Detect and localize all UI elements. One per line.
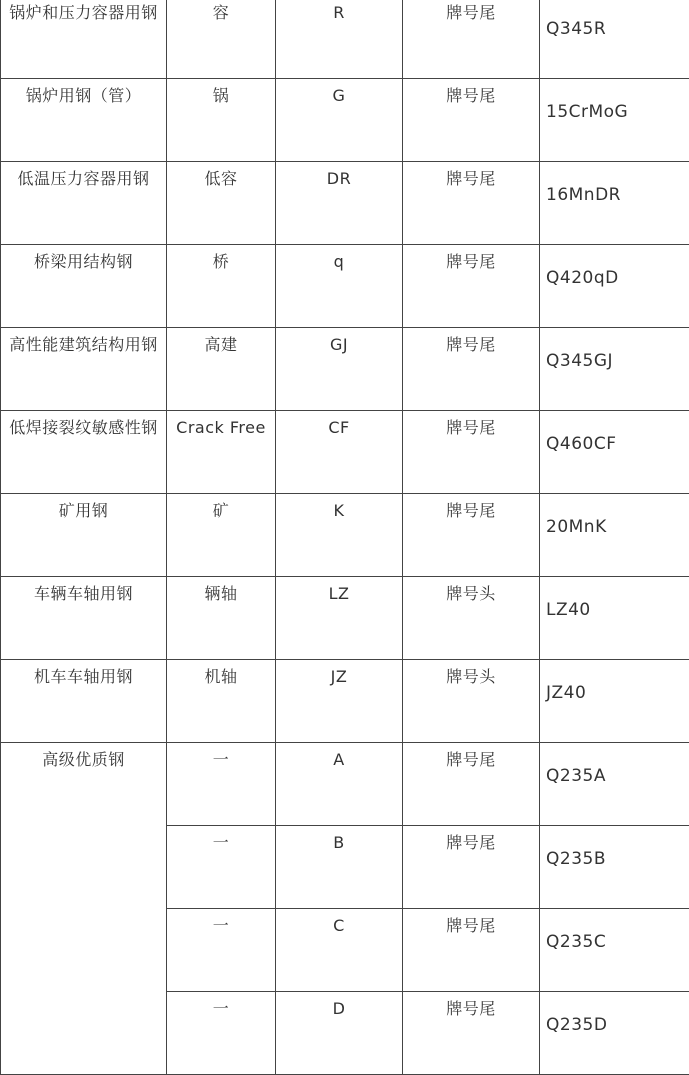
- position-cell: 牌号尾: [403, 245, 540, 328]
- steel-name-cell: 低温压力容器用钢: [1, 162, 167, 245]
- abbreviation-cell: 一: [167, 743, 276, 826]
- abbreviation-cell: Crack Free: [167, 411, 276, 494]
- position-cell: 牌号尾: [403, 79, 540, 162]
- symbol-cell: A: [276, 743, 403, 826]
- example-cell: 15CrMoG: [540, 79, 689, 162]
- example-cell: 16MnDR: [540, 162, 689, 245]
- abbreviation-cell: 低容: [167, 162, 276, 245]
- abbreviation-cell: 辆轴: [167, 577, 276, 660]
- table-row: [1, 494, 689, 577]
- example-cell: Q460CF: [540, 411, 689, 494]
- position-cell: 牌号尾: [403, 0, 540, 79]
- symbol-cell: K: [276, 494, 403, 577]
- abbreviation-cell: 锅: [167, 79, 276, 162]
- steel-name-cell: 高性能建筑结构用钢: [1, 328, 167, 411]
- example-cell: Q235A: [540, 743, 689, 826]
- abbreviation-cell: 高建: [167, 328, 276, 411]
- abbreviation-cell: 一: [167, 909, 276, 992]
- example-cell: 20MnK: [540, 494, 689, 577]
- position-cell: 牌号尾: [403, 328, 540, 411]
- position-cell: 牌号尾: [403, 909, 540, 992]
- steel-name-cell: 锅炉用钢（管）: [1, 79, 167, 162]
- table-row: [1, 328, 689, 411]
- steel-name-cell: 低焊接裂纹敏感性钢: [1, 411, 167, 494]
- symbol-cell: R: [276, 0, 403, 79]
- abbreviation-cell: 矿: [167, 494, 276, 577]
- steel-name-cell: 矿用钢: [1, 494, 167, 577]
- example-cell: Q420qD: [540, 245, 689, 328]
- symbol-cell: DR: [276, 162, 403, 245]
- table-row: [1, 245, 689, 328]
- abbreviation-cell: 桥: [167, 245, 276, 328]
- steel-name-cell: 桥梁用结构钢: [1, 245, 167, 328]
- symbol-cell: D: [276, 992, 403, 1075]
- position-cell: 牌号尾: [403, 743, 540, 826]
- position-cell: 牌号头: [403, 577, 540, 660]
- abbreviation-cell: 机轴: [167, 660, 276, 743]
- position-cell: 牌号尾: [403, 162, 540, 245]
- symbol-cell: C: [276, 909, 403, 992]
- symbol-cell: CF: [276, 411, 403, 494]
- position-cell: 牌号尾: [403, 992, 540, 1075]
- example-cell: Q235B: [540, 826, 689, 909]
- steel-name-cell: 车辆车轴用钢: [1, 577, 167, 660]
- abbreviation-cell: 容: [167, 0, 276, 79]
- symbol-cell: G: [276, 79, 403, 162]
- table-row: [1, 0, 689, 79]
- example-cell: Q235D: [540, 992, 689, 1075]
- symbol-cell: GJ: [276, 328, 403, 411]
- steel-name-cell: 机车车轴用钢: [1, 660, 167, 743]
- example-cell: Q235C: [540, 909, 689, 992]
- abbreviation-cell: 一: [167, 826, 276, 909]
- table-row: [1, 577, 689, 660]
- position-cell: 牌号头: [403, 660, 540, 743]
- symbol-cell: LZ: [276, 577, 403, 660]
- symbol-cell: q: [276, 245, 403, 328]
- table-row: [1, 162, 689, 245]
- position-cell: 牌号尾: [403, 826, 540, 909]
- table-row: [1, 411, 689, 494]
- steel-name-cell: 锅炉和压力容器用钢: [1, 0, 167, 79]
- example-cell: Q345R: [540, 0, 689, 79]
- abbreviation-cell: 一: [167, 992, 276, 1075]
- example-cell: LZ40: [540, 577, 689, 660]
- symbol-cell: JZ: [276, 660, 403, 743]
- group-name-cell: 高级优质钢: [1, 743, 167, 1075]
- table-row: [1, 743, 689, 826]
- table-row: [1, 660, 689, 743]
- position-cell: 牌号尾: [403, 494, 540, 577]
- example-cell: Q345GJ: [540, 328, 689, 411]
- table-row: [1, 79, 689, 162]
- position-cell: 牌号尾: [403, 411, 540, 494]
- symbol-cell: B: [276, 826, 403, 909]
- example-cell: JZ40: [540, 660, 689, 743]
